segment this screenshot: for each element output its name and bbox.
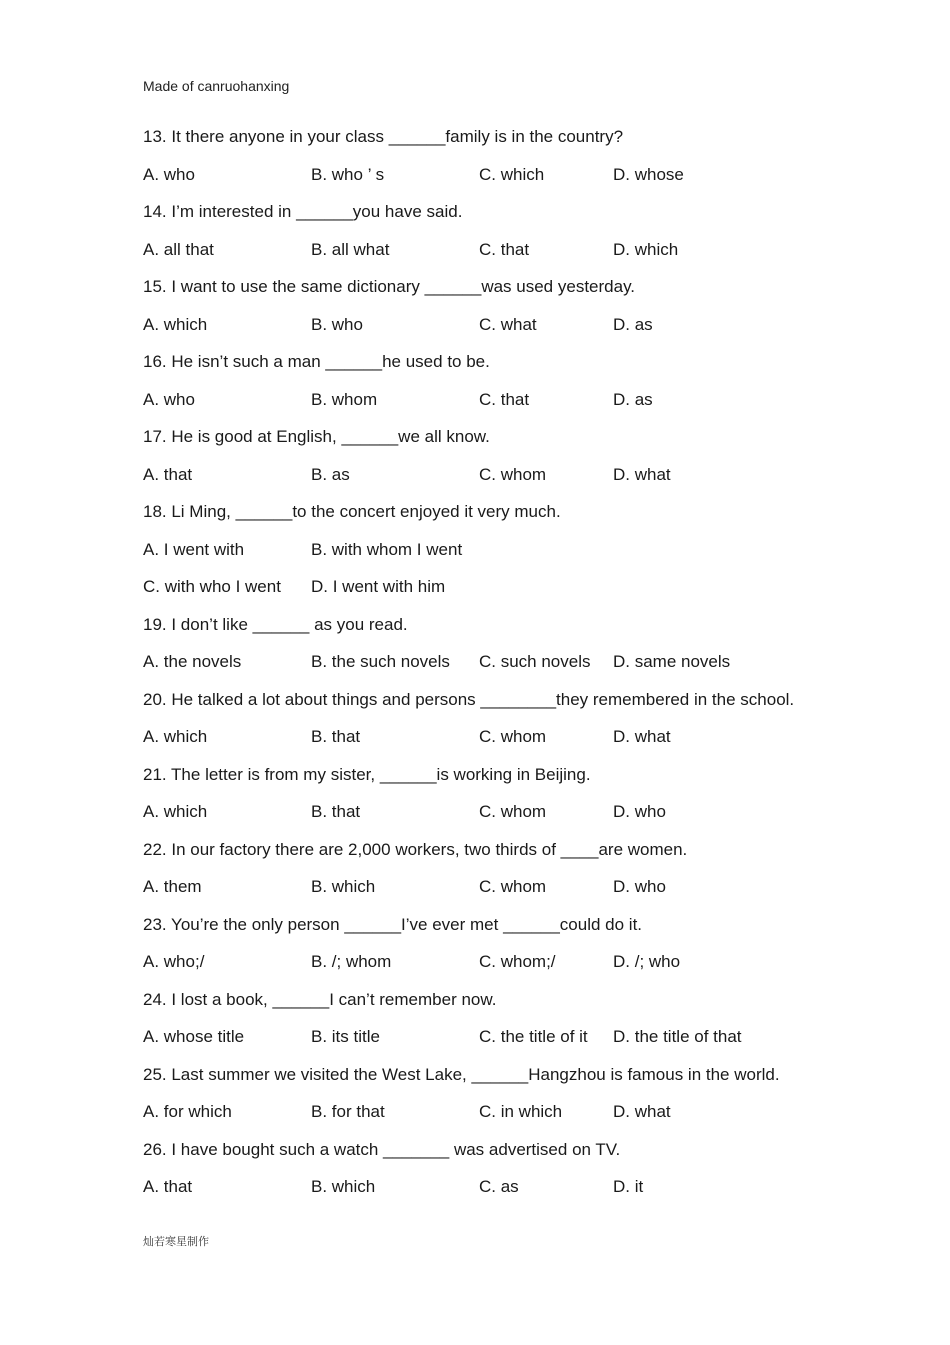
option-c: C. the title of it (479, 1027, 588, 1046)
question-text: 22. In our factory there are 2,000 workers, two thirds of ____are women. (143, 839, 688, 859)
option-d: D. which (613, 239, 679, 259)
option-d: D. it (613, 1177, 644, 1196)
option-a: A. that (143, 464, 193, 484)
option-b: B. all what (311, 239, 390, 259)
option-a: A. which (143, 802, 208, 821)
option-d: D. what (613, 1102, 671, 1121)
option-c: C. that (479, 239, 530, 259)
option-c: C. as (479, 1177, 519, 1196)
question-text: 15. I want to use the same dictionary ______was used yesterday. (143, 277, 636, 296)
page-footer: 灿若寒星制作 (143, 1235, 209, 1248)
question-text: 21. The letter is from my sister, ______is working in Beijing. (143, 764, 591, 784)
option-d: D. what (613, 727, 671, 746)
option-c: C. that (479, 389, 530, 409)
option-b: D. I went with him (311, 577, 446, 596)
option-b: B. that (311, 802, 361, 821)
option-a: A. I went with (143, 539, 245, 559)
option-c: C. in which (479, 1102, 563, 1121)
option-a: A. which (143, 314, 208, 334)
option-c: C. such novels (479, 652, 591, 671)
option-a: A. the novels (143, 652, 242, 671)
option-d: D. as (613, 389, 653, 409)
option-a: A. for which (143, 1102, 232, 1121)
question-text: 19. I don’t like ______ as you read. (143, 614, 408, 634)
option-c: C. whom (479, 727, 547, 746)
option-c: C. whom (479, 877, 547, 896)
question-text: 14. I’m interested in ______you have said. (143, 202, 463, 221)
option-a: A. which (143, 727, 208, 746)
option-d: D. the title of that (613, 1027, 742, 1046)
option-a: A. that (143, 1177, 193, 1196)
option-d: D. who (613, 802, 666, 821)
question-text: 24. I lost a book, ______I can’t remember now. (143, 989, 497, 1009)
option-d: D. same novels (613, 652, 731, 671)
option-d: D. /; who (613, 952, 681, 971)
option-a: A. who;/ (143, 952, 205, 971)
option-a: C. with who I went (143, 577, 281, 596)
option-d: D. as (613, 314, 653, 334)
option-b: B. /; whom (311, 952, 392, 971)
option-d: D. whose (613, 164, 684, 184)
option-c: C. what (479, 314, 537, 334)
question-text: 17. He is good at English, ______we all know. (143, 427, 490, 446)
option-b: B. as (311, 464, 350, 484)
option-b: B. its title (311, 1027, 380, 1046)
option-b: B. that (311, 727, 361, 746)
option-a: A. all that (143, 239, 214, 259)
question-text: 25. Last summer we visited the West Lake, ______Hangzhou is famous in the world. (143, 1064, 780, 1084)
option-b: B. with whom I went (311, 539, 463, 559)
option-a: A. who (143, 389, 195, 409)
option-c: C. whom;/ (479, 952, 556, 971)
option-a: A. whose title (143, 1027, 245, 1046)
option-b: B. for that (311, 1102, 385, 1121)
option-b: B. which (311, 877, 376, 896)
option-c: C. whom (479, 464, 547, 484)
question-text: 18. Li Ming, ______to the concert enjoyed it very much. (143, 502, 561, 521)
option-d: D. who (613, 877, 666, 896)
question-text: 23. You’re the only person ______I’ve ever met ______could do it. (143, 914, 643, 934)
option-b: B. whom (311, 389, 378, 409)
page-header: Made of canruohanxing (143, 78, 290, 94)
option-a: A. them (143, 877, 202, 896)
option-c: C. whom (479, 802, 547, 821)
option-b: B. the such novels (311, 652, 450, 671)
option-d: D. what (613, 464, 671, 484)
option-b: B. which (311, 1177, 376, 1196)
question-text: 20. He talked a lot about things and persons ________they remembered in the school. (143, 689, 795, 709)
question-text: 16. He isn’t such a man ______he used to be. (143, 352, 490, 371)
option-c: C. which (479, 164, 545, 184)
option-b: B. who (311, 314, 363, 334)
question-text: 13. It there anyone in your class ______family is in the country? (143, 127, 624, 146)
option-b: B. who ’ s (311, 164, 385, 184)
question-text: 26. I have bought such a watch _______ was advertised on TV. (143, 1139, 621, 1159)
option-a: A. who (143, 164, 195, 184)
